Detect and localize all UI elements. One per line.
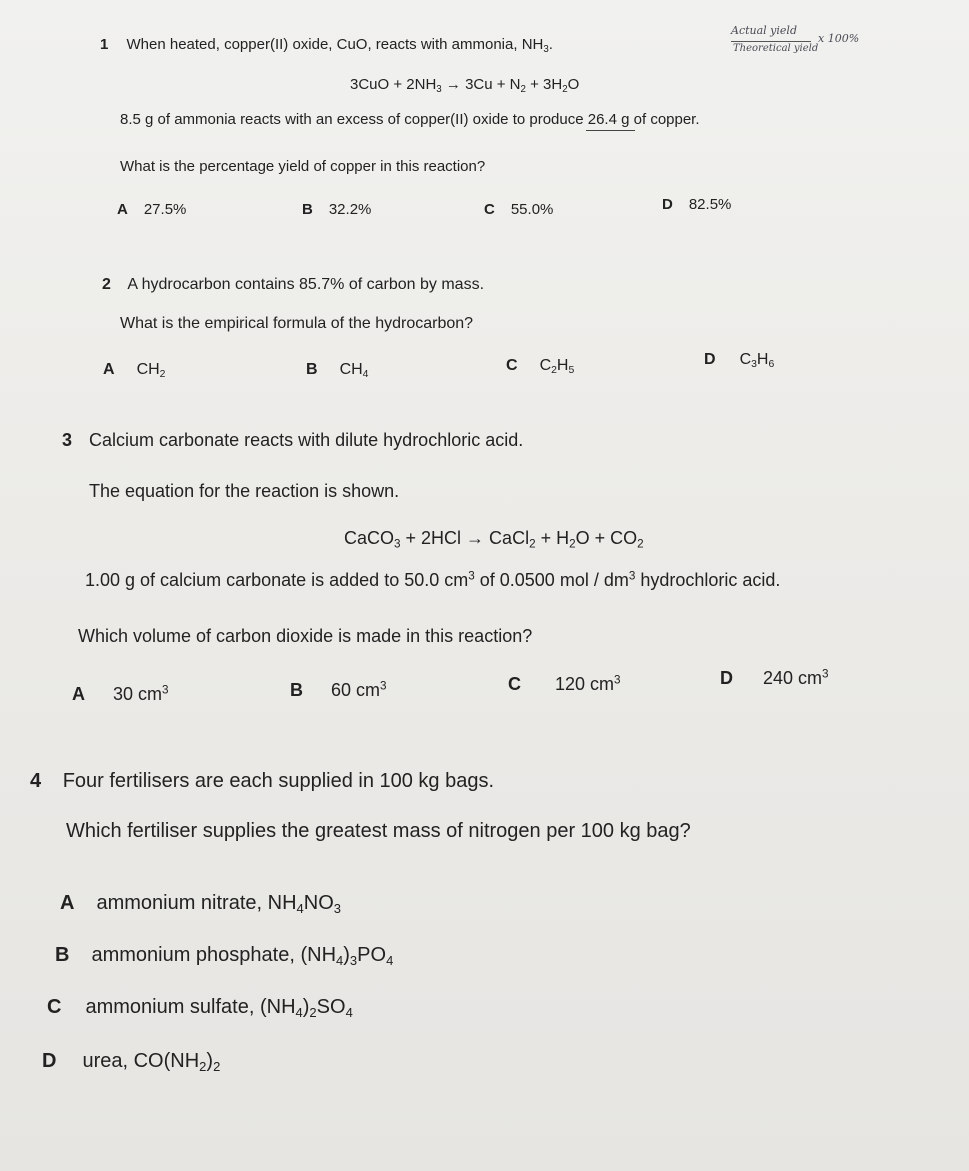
q2-question: What is the empirical formula of the hydrocarbon?	[120, 315, 474, 332]
q4-number: 4	[30, 770, 42, 792]
handwritten-fraction-bar	[731, 41, 811, 42]
q2-option-c[interactable]: C $C_2H_5$	[506, 357, 575, 377]
q2-option-b[interactable]: B $CH_4$	[306, 361, 369, 381]
q4-option-a[interactable]: A ammonium nitrate, $NH_4NO_3$	[60, 892, 341, 916]
q1-option-b[interactable]: B 32.2%	[302, 201, 372, 218]
q2-option-a[interactable]: A $CH_2$	[103, 361, 166, 381]
handwritten-numerator: Actual yield	[731, 24, 797, 37]
q4-option-d[interactable]: D urea, $CO(NH_2)_2$	[42, 1050, 221, 1074]
q3-stem: Calcium carbonate reacts with dilute hydrochloric acid.	[89, 430, 524, 450]
q4-formula: $CO(NH_2)_2$	[133, 1050, 221, 1074]
q3-equation-intro: The equation for the reaction is shown.	[89, 481, 400, 501]
q3-question: Which volume of carbon dioxide is made in this reaction?	[78, 626, 533, 646]
q1-equation: $3CuO + 2NH_3 \to 3Cu + N_2 + 3H_2O$	[350, 76, 580, 95]
q3-option-b[interactable]: B 60 $cm^3$	[290, 679, 387, 700]
q1-option-d[interactable]: D 82.5%	[662, 196, 732, 213]
q4-question: Which fertiliser supplies the greatest mass of nitrogen per 100 kg bag?	[66, 820, 691, 842]
q4-stem: Four fertilisers are each supplied in 100 kg bags.	[62, 770, 495, 792]
q2-option-d[interactable]: D $C_3H_6$	[704, 351, 775, 371]
q2-stem-line	[102, 276, 484, 294]
q3-option-a[interactable]: A 30 $cm^3$	[72, 683, 169, 704]
q3-equation: CaCO$_3$ + 2HCl → CaCl$_2$ + $H_2O + CO_2$	[344, 528, 644, 551]
q4-stem-line	[30, 770, 494, 793]
q3-option-d[interactable]: D 240 $cm^3$	[720, 667, 829, 688]
q1-mass-underlined: 26.4 g	[588, 111, 630, 128]
q3-option-c[interactable]: C 120 $cm^3$	[508, 673, 621, 694]
q2-stem: A hydrocarbon contains 85.7% of carbon by mass.	[127, 276, 485, 293]
q1-option-c[interactable]: C 55.0%	[484, 201, 554, 218]
q1-question: What is the percentage yield of copper in this reaction?	[120, 158, 486, 175]
q3-info-line: 1.00 g of calcium carbonate is added to 50.0 $cm^3$ of 0.0500 mol / $dm^3$ hydrochloric acid.	[85, 569, 781, 590]
q1-info-line: 8.5 g of ammonia reacts with an excess of copper(II) oxide to produce 26.4 g of copper.	[120, 111, 700, 128]
q1-number: 1	[100, 36, 109, 53]
handwritten-times-100: x 100%	[818, 32, 860, 45]
q4-option-b[interactable]: B ammonium phosphate, $(NH_4)_3PO_4$	[55, 944, 394, 968]
q2-number: 2	[102, 276, 111, 293]
q4-formula: $(NH_4)_2SO_4$	[259, 996, 353, 1020]
q3-number: 3	[62, 430, 73, 450]
q1-stem: When heated, copper(II) oxide, CuO, reacts with ammonia, NH	[126, 36, 544, 53]
q4-formula: $(NH_4)_3PO_4$	[300, 944, 394, 968]
handwritten-denominator: Theoretical yield	[733, 43, 819, 54]
q4-option-c[interactable]: C ammonium sulfate, $(NH_4)_2SO_4$	[47, 996, 353, 1020]
q1-stem-line: 1 When heated, copper(II) oxide, CuO, reacts with ammonia, $NH_3$.	[100, 36, 553, 55]
q1-option-a[interactable]: A 27.5%	[117, 201, 187, 218]
q4-formula: $NH_4NO_3$	[267, 892, 341, 916]
q3-stem-line	[62, 430, 523, 451]
